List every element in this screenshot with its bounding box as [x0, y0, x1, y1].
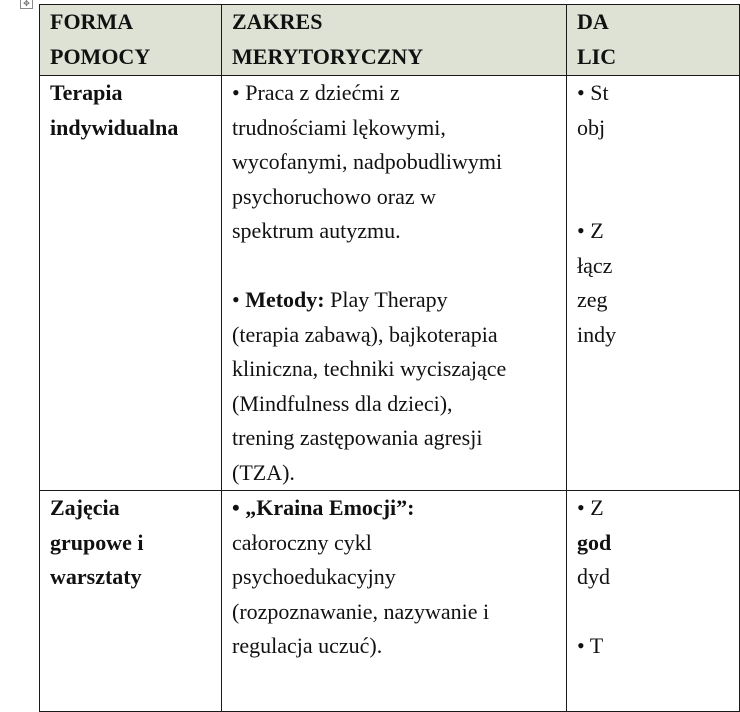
form-cell	[40, 491, 222, 712]
header-text: DA	[577, 9, 609, 34]
data-text: • Z	[577, 218, 604, 243]
scope-text: trudnościami lękowymi,	[232, 114, 446, 140]
data-text: • T	[577, 633, 604, 658]
scope-text: • Praca z dziećmi z	[232, 80, 400, 105]
support-forms-table	[39, 4, 740, 712]
scope-text: (terapia zabawą), bajkoterapia	[232, 321, 498, 347]
paragraph-spacer	[577, 180, 733, 215]
scope-text: trening zastępowania agresji	[232, 425, 483, 450]
header-cell-data	[567, 5, 740, 76]
scope-text: psychoedukacyjny	[232, 564, 396, 589]
header-text: POMOCY	[50, 43, 151, 69]
data-text: zeg	[577, 287, 608, 312]
scope-text: kliniczna, techniki wyciszające	[232, 356, 507, 381]
data-cell	[567, 76, 740, 491]
header-cell-scope	[222, 5, 567, 76]
program-title: • „Kraina Emocji”:	[232, 495, 415, 520]
data-text: łącz	[577, 252, 613, 278]
header-text: ZAKRES	[232, 9, 323, 34]
paragraph-spacer	[577, 145, 733, 180]
header-text: LIC	[577, 43, 617, 69]
form-text: Zajęcia	[50, 495, 120, 520]
table-row	[40, 491, 740, 712]
methods-text: Play Therapy	[324, 287, 448, 312]
scope-text: (rozpoznawanie, nazywanie i	[232, 598, 490, 624]
scope-text: (TZA).	[232, 459, 295, 485]
scope-text: (Mindfulness dla dzieci),	[232, 390, 453, 416]
form-cell	[40, 76, 222, 491]
data-text: god	[577, 529, 612, 555]
paragraph-spacer	[232, 249, 560, 284]
bullet: •	[232, 287, 246, 312]
scope-text: spektrum autyzmu.	[232, 218, 401, 243]
form-text: indywidualna	[50, 114, 179, 140]
data-text: dyd	[577, 564, 610, 589]
data-text: obj	[577, 114, 606, 140]
table-move-handle-icon[interactable]: ✥	[20, 0, 33, 9]
scope-cell	[222, 76, 567, 491]
header-text: MERYTORYCZNY	[232, 43, 424, 69]
scope-text: całoroczny cykl	[232, 529, 372, 555]
scope-text: psychoruchowo oraz w	[232, 183, 437, 209]
data-text: indy	[577, 321, 617, 347]
table-header-row	[40, 5, 740, 76]
scope-text: regulacja uczuć).	[232, 633, 383, 658]
table-row	[40, 76, 740, 491]
form-text: Terapia	[50, 80, 123, 105]
scope-text: wycofanymi, nadpobudliwymi	[232, 149, 503, 174]
data-text: • Z	[577, 495, 604, 520]
form-text: warsztaty	[50, 564, 142, 589]
header-cell-form	[40, 5, 222, 76]
methods-label: Metody:	[245, 287, 325, 312]
form-text: grupowe i	[50, 529, 144, 555]
data-cell	[567, 491, 740, 712]
scope-cell	[222, 491, 567, 712]
header-text: FORMA	[50, 9, 134, 34]
methods-line	[232, 283, 560, 318]
data-text: • St	[577, 80, 609, 105]
paragraph-spacer	[577, 595, 733, 630]
